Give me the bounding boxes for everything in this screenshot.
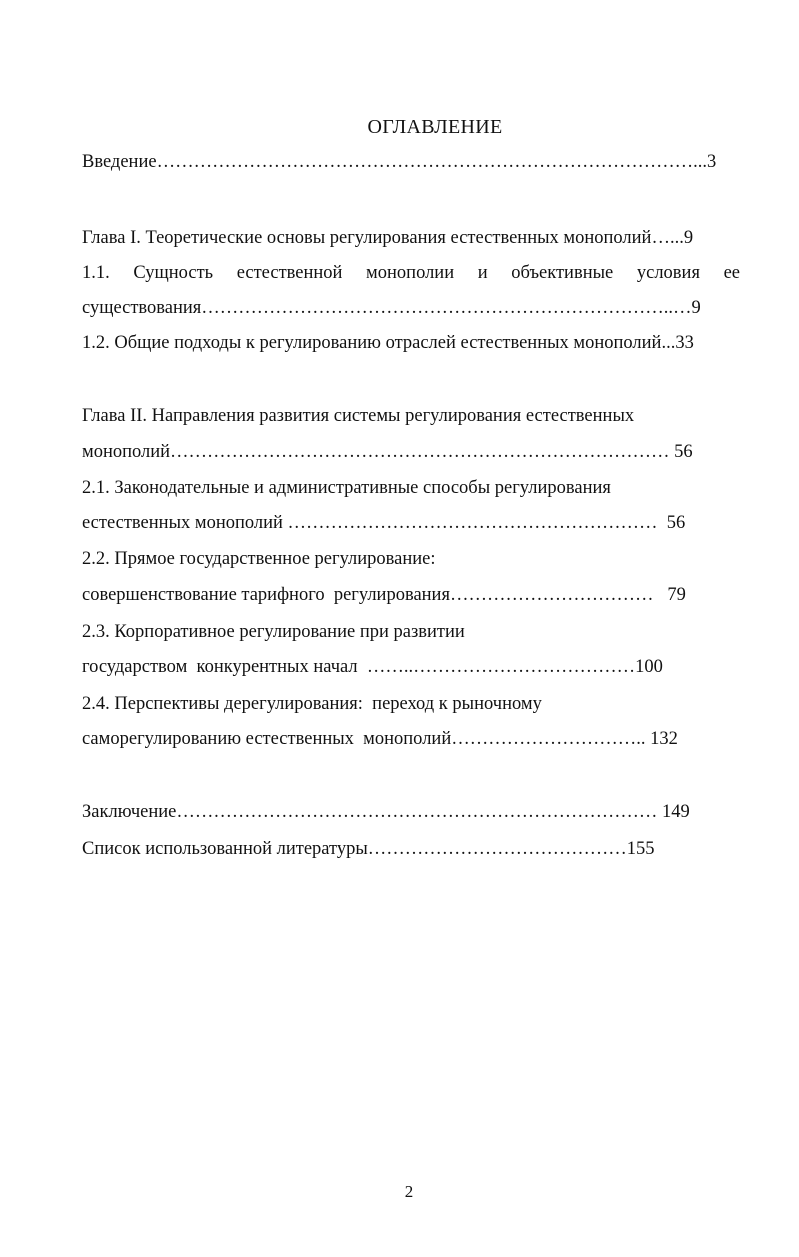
toc-section-2-2-line1: 2.2. Прямое государственное регулирование: (82, 549, 436, 569)
page-title: ОГЛАВЛЕНИЕ (367, 116, 503, 138)
toc-section-2-4-line1: 2.4. Перспективы дерегулирования: переход к рыночному (82, 694, 542, 714)
toc-section-2-3-line2: государством конкурентных начал ……..………………………………100 (82, 657, 663, 677)
toc-section-1-2: 1.2. Общие подходы к регулированию отраслей естественных монополий...33 (82, 333, 694, 353)
toc-section-2-2-line2: совершенствование тарифного регулирования…………………………… 79 (82, 585, 686, 605)
page-number: 2 (404, 1182, 414, 1201)
toc-chapter2-heading-line2: монополий……………………………………………………………………… 56 (82, 442, 693, 462)
toc-section-2-1-line1: 2.1. Законодательные и административные способы регулирования (82, 478, 611, 498)
toc-conclusion: Заключение…………………………………………………………………… 149 (82, 802, 690, 822)
toc-intro: Введение……………………………………………………………………………...3 (82, 152, 717, 172)
toc-section-2-4-line2: саморегулированию естественных монополий………………………….. 132 (82, 729, 678, 749)
toc-section-1-1-line2: существования…………………………………………………………………..…9 (82, 298, 701, 318)
toc-section-2-3-line1: 2.3. Корпоративное регулирование при развитии (82, 622, 465, 642)
toc-chapter1-heading: Глава I. Теоретические основы регулирования естественных монополий…...9 (82, 228, 694, 248)
toc-section-2-1-line2: естественных монополий …………………………………………………… 56 (82, 513, 686, 533)
toc-section-1-1-line1: 1.1. Сущность естественной монополии и объективные условия ее (82, 263, 740, 283)
toc-chapter2-heading-line1: Глава II. Направления развития системы регулирования естественных (82, 406, 635, 426)
toc-references: Список использованной литературы……………………………………155 (82, 839, 655, 859)
